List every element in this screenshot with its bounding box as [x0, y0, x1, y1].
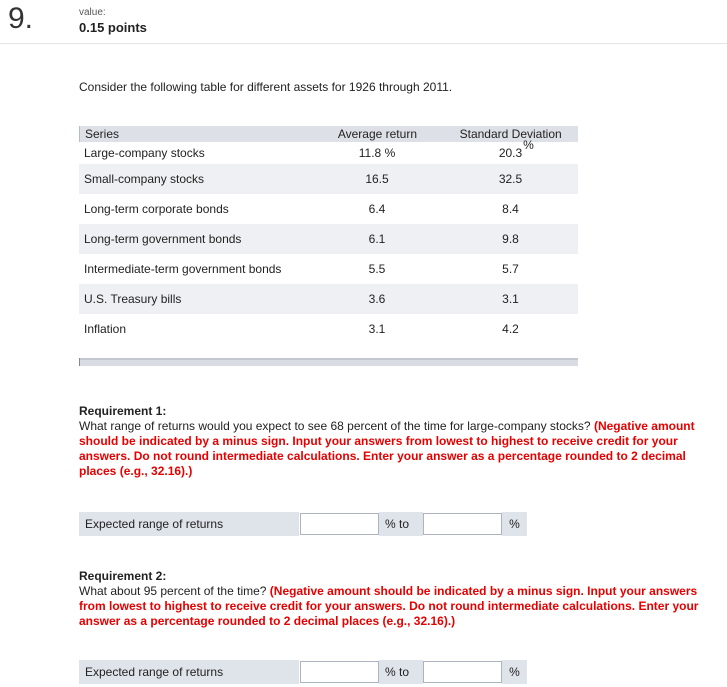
header-series: Series [85, 127, 120, 141]
table-row [79, 194, 578, 224]
req2-high-input[interactable] [423, 661, 502, 683]
req1-high-input[interactable] [423, 513, 502, 535]
points-value: 0.15 points [79, 20, 147, 35]
requirement-2-answer-row [79, 660, 527, 684]
series-cell: Inflation [84, 322, 127, 336]
requirement-1-title: Requirement 1: [79, 404, 167, 418]
std-dev-cell: 9.8 [502, 232, 519, 246]
percent-label: % [502, 512, 527, 536]
table-row [79, 254, 578, 284]
avg-return-cell: 3.1 [368, 322, 386, 336]
percent-to-label: % to [379, 512, 423, 536]
header-divider [0, 43, 727, 44]
percent-to-label: % to [379, 660, 423, 684]
table-footer-bar [79, 358, 578, 366]
table-footer-tick [79, 358, 80, 366]
series-cell: Small-company stocks [84, 172, 205, 186]
series-cell: Large-company stocks [84, 146, 205, 160]
answer-row-label: Expected range of returns [79, 660, 299, 684]
answer-row-label: Expected range of returns [79, 512, 299, 536]
std-dev-cell: 5.7 [502, 262, 519, 276]
percent-label: % [502, 660, 527, 684]
std-dev-percent-sign: % [523, 138, 534, 152]
table-row [79, 284, 578, 314]
requirement-2 [79, 569, 701, 629]
requirement-1 [79, 404, 701, 479]
avg-return-cell: 5.5 [368, 262, 386, 276]
series-cell: Long-term government bonds [84, 232, 242, 246]
requirement-1-answer-row [79, 512, 527, 536]
series-cell: Long-term corporate bonds [84, 202, 229, 216]
req2-low-input[interactable] [300, 661, 379, 683]
table-row [79, 164, 578, 194]
header-average-return: Average return [337, 127, 417, 141]
std-dev-cell: 8.4 [502, 202, 519, 216]
series-cell: Intermediate-term government bonds [84, 262, 282, 276]
requirement-1-question: What range of returns would you expect to see 68 percent of the time for large-company stocks? [79, 419, 591, 433]
avg-return-cell: 6.4 [368, 202, 386, 216]
avg-return-cell: 6.1 [368, 232, 386, 246]
requirement-2-title: Requirement 2: [79, 569, 167, 583]
value-label: value: [79, 7, 106, 18]
requirement-1-instructions: (Negative amount should be indicated by a minus sign. Input your answers from lowest to highest to receive credit for your answers. Do not round intermediate calculations. Enter your answer as a percentage rounded to 2 decimal places (e.g., 32.16).) [79, 419, 695, 478]
std-dev-cell: 4.2 [502, 322, 519, 336]
table-row [79, 138, 578, 164]
avg-return-cell: 3.6 [368, 292, 386, 306]
std-dev-value: 20.3 [498, 146, 523, 160]
question-intro: Consider the following table for different assets for 1926 through 2011. [79, 80, 453, 94]
avg-return-cell: 11.8 % [358, 146, 396, 160]
table-row [79, 314, 578, 344]
std-dev-cell: 32.5 [498, 172, 523, 186]
requirement-2-instructions: (Negative amount should be indicated by a minus sign. Input your answers from lowest to highest to receive credit for your answers. Do not round intermediate calculations. Enter your answer as a percentage rounded to 2 decimal places (e.g., 32.16).) [79, 584, 699, 628]
std-dev-cell: 3.1 [502, 292, 519, 306]
table-header-row [79, 126, 578, 142]
table-row [79, 224, 578, 254]
avg-return-cell: 16.5 [365, 172, 389, 186]
requirement-2-question: What about 95 percent of the time? [79, 584, 267, 598]
std-dev-cell [443, 138, 578, 160]
asset-returns-table [79, 126, 578, 344]
question-number: 9. [8, 2, 34, 35]
req1-low-input[interactable] [300, 513, 379, 535]
header-standard-deviation: Standard Deviation [459, 127, 562, 141]
series-cell: U.S. Treasury bills [84, 292, 182, 306]
